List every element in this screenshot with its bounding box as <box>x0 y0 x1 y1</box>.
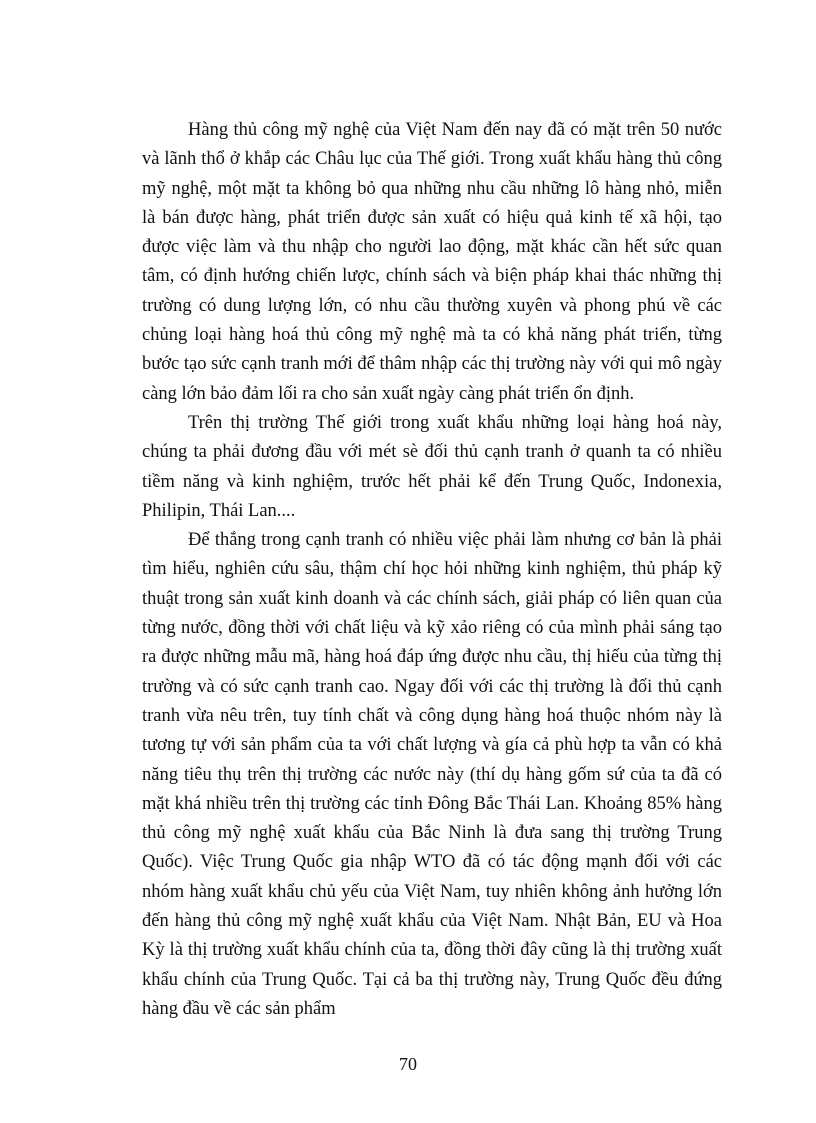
paragraph-3: Để thắng trong cạnh tranh có nhiều việc phải làm nhưng cơ bản là phải tìm hiểu, nghiên cứu sâu, thậm chí học hỏi những kinh nghiệm, thủ pháp kỹ thuật trong sản xuất kinh doanh và các chính sách, giải pháp có liên quan của từng nước, đồng thời với chất liệu và kỹ xảo riêng có của mình phải sáng tạo ra được những mẫu mã, hàng hoá đáp ứng được nhu cầu, thị hiếu của từng thị trường và có sức cạnh tranh cao. Ngay đối với các thị trường là đối thủ cạnh tranh vừa nêu trên, tuy tính chất và công dụng hàng hoá thuộc nhóm này là tương tự với sản phẩm của ta với chất lượng và gía cả phù hợp ta vẫn có khả năng tiêu thụ trên thị trường các nước này (thí dụ hàng gốm sứ của ta đã có mặt khá nhiều trên thị trường các tỉnh Đông Bắc Thái Lan. Khoảng 85% hàng thủ công mỹ nghệ xuất khẩu của Bắc Ninh là đưa sang thị trường Trung Quốc). Việc Trung Quốc gia nhập WTO đã có tác động mạnh đối với các nhóm hàng xuất khẩu chủ yếu của Việt Nam, tuy nhiên không ảnh hưởng lớn đến hàng thủ công mỹ nghệ xuất khẩu của Việt Nam. Nhật Bản, EU và Hoa Kỳ là thị trường xuất khẩu chính của ta, đồng thời đây cũng là thị trường xuất khẩu chính của Trung Quốc. Tại cả ba thị trường này, Trung Quốc đều đứng hàng đầu về các sản phẩm <box>142 530 722 1019</box>
paragraph-2: Trên thị trường Thế giới trong xuất khẩu những loại hàng hoá này, chúng ta phải đương đầu với mét sè đối thủ cạnh tranh ở quanh ta có nhiều tiềm năng và kinh nghiệm, trước hết phải kể đến Trung Quốc, Indonexia, Philipin, Thái Lan.... <box>142 412 722 521</box>
page-body <box>142 116 722 1024</box>
paragraph-1: Hàng thủ công mỹ nghệ của Việt Nam đến nay đã có mặt trên 50 nước và lãnh thổ ở khắp các Châu lục của Thế giới. Trong xuất khẩu hàng thủ công mỹ nghệ, một mặt ta không bỏ qua những nhu cầu những lô hàng nhỏ, miễn là bán được hàng, phát triển được sản xuất có hiệu quả kinh tế xã hội, tạo được việc làm và thu nhập cho người lao động, mặt khác cần hết sức quan tâm, có định hướng chiến lược, chính sách và biện pháp khai thác những thị trường có dung lượng lớn, có nhu cầu thường xuyên và phong phú về các chủng loại hàng hoá thủ công mỹ nghệ mà ta có khả năng phát triển, từng bước tạo sức cạnh tranh mới để thâm nhập các thị trường này với qui mô ngày càng lớn bảo đảm lối ra cho sản xuất ngày càng phát triển ổn định. <box>142 120 722 404</box>
page-number: 70 <box>399 1054 417 1074</box>
